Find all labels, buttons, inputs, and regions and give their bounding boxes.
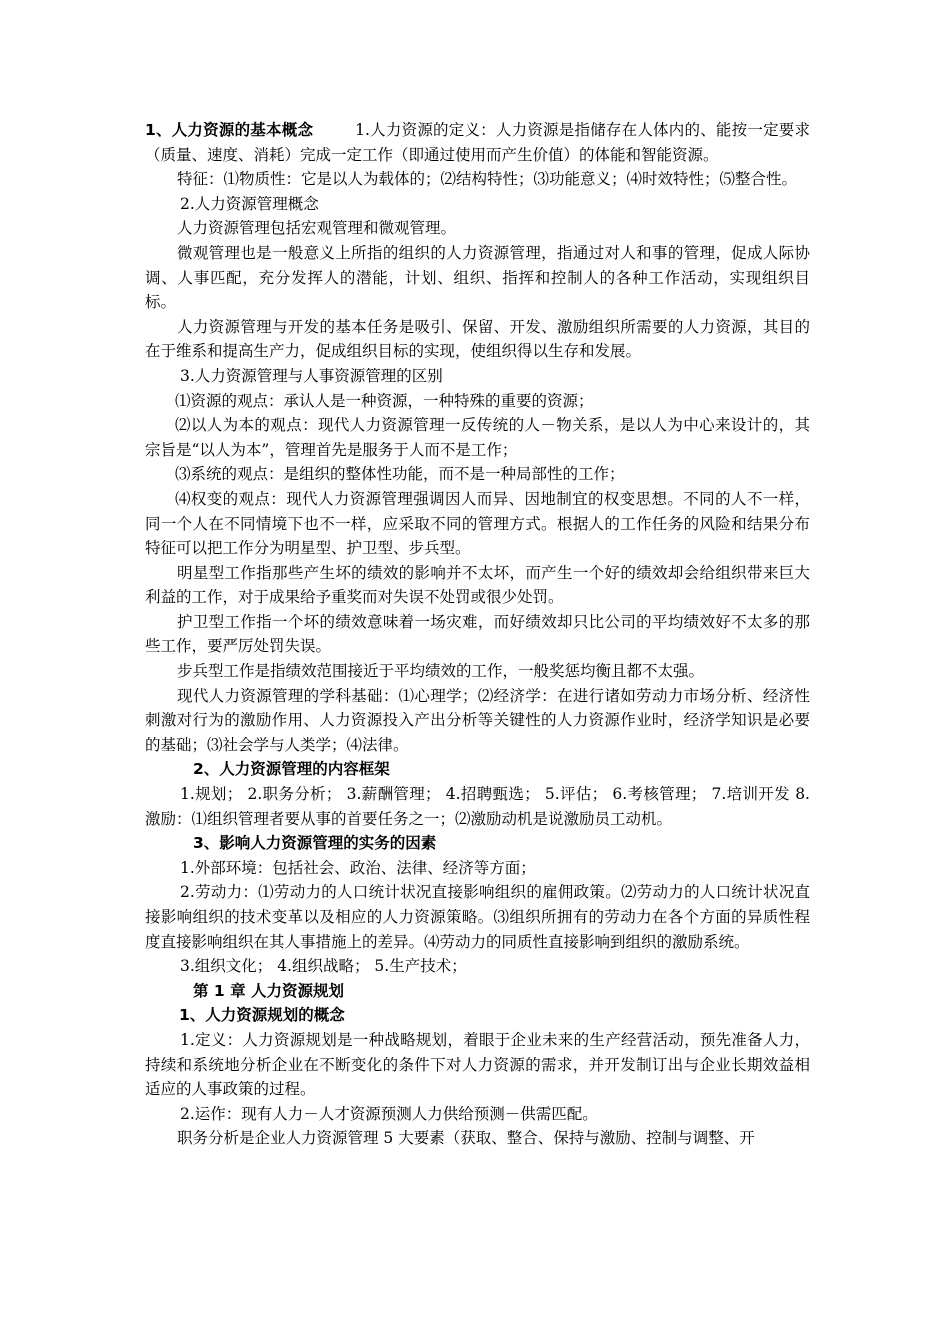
paragraph-20: 2.劳动力：⑴劳动力的人口统计状况直接影响组织的雇佣政策。⑵劳动力的人口统计状况直接影响组织的技术变革以及相应的人力资源策略。⑶组织所拥有的劳动力在各个方面的异质性程度直接影响组织在其人事措施上的差异。⑷劳动力的同质性直接影响到组织的激励系统。 — [145, 883, 810, 951]
paragraph-17: 1.规划； 2.职务分析； 3.薪酬管理； 4.招聘甄选； 5.评估； 6.考核管理； 7.培训开发 8.激励：⑴组织管理者要从事的首要任务之一；⑵激励动机是说激励员工动机。 — [145, 785, 810, 828]
paragraph-13: 护卫型工作指一个坏的绩效意味着一场灾难，而好绩效却只比公司的平均绩效好不太多的那些工作，要严厉处罚失误。 — [145, 612, 810, 656]
section-heading-1: 1、人力资源的基本概念 — [145, 121, 314, 139]
paragraph-11: ⑷权变的观点：现代人力资源管理强调因人而异、因地制宜的权变思想。不同的人不一样，同一个人在不同情境下也不一样，应采取不同的管理方式。根据人的工作任务的风险和结果分布特征可以把工作分为明星型、护卫型、步兵型。 — [145, 489, 810, 558]
paragraph-14: 步兵型工作是指绩效范围接近于平均绩效的工作，一般奖惩均衡且都不太强。 — [177, 662, 705, 681]
paragraph-7: 3.人力资源管理与人事资源管理的区别 — [180, 366, 443, 385]
document-page — [145, 118, 810, 1151]
paragraph-2: 特征：⑴物质性：它是以人为载体的；⑵结构特性；⑶功能意义；⑷时效特性；⑸整合性。 — [177, 170, 798, 189]
paragraph-6: 人力资源管理与开发的基本任务是吸引、保留、开发、激励组织所需要的人力资源，其目的在于维系和提高生产力，促成组织目标的实现，使组织得以生存和发展。 — [145, 317, 810, 361]
paragraph-10: ⑶系统的观点：是组织的整体性功能，而不是一种局部性的工作； — [175, 465, 625, 484]
paragraph-12: 明星型工作指那些产生坏的绩效的影响并不太坏，而产生一个好的绩效却会给组织带来巨大利益的工作，对于成果给予重奖而对失误不处罚或很少处罚。 — [145, 563, 810, 607]
paragraph-21: 3.组织文化； 4.组织战略； 5.生产技术； — [180, 957, 467, 976]
section-heading-4: 1、人力资源规划的概念 — [179, 1006, 345, 1025]
definition-text: 1.人力资源的定义：人力资源是指储存在人体内的、能按一定要求（质量、速度、消耗）完成一定工作（即通过使用而产生价值）的体能和智能资源。 — [145, 121, 810, 164]
paragraph-9: ⑵以人为本的观点：现代人力资源管理一反传统的人－物关系，是以人为中心来设计的，其宗旨是“以人为本”，管理首先是服务于人而不是工作； — [145, 416, 810, 459]
paragraph-8: ⑴资源的观点：承认人是一种资源，一种特殊的重要的资源； — [175, 391, 594, 410]
paragraph-5: 微观管理也是一般意义上所指的组织的人力资源管理，指通过对人和事的管理，促成人际协调、人事匹配，充分发挥人的潜能，计划、组织、指挥和控制人的各种工作活动，实现组织目标。 — [145, 243, 810, 312]
paragraph-3: 2.人力资源管理概念 — [180, 194, 319, 213]
paragraph-15: 现代人力资源管理的学科基础：⑴心理学；⑵经济学：在进行诸如劳动力市场分析、经济性刺激对行为的激励作用、人力资源投入产出分析等关键性的人力资源作业时，经济学知识是必要的基础；⑶社会学与人类学；⑷法律。 — [145, 686, 810, 754]
chapter-title: 第 1 章 人力资源规划 — [193, 981, 344, 1000]
paragraph-4: 人力资源管理包括宏观管理和微观管理。 — [177, 219, 457, 238]
paragraph-19: 1.外部环境：包括社会、政治、法律、经济等方面； — [180, 858, 536, 877]
paragraph-24: 1.定义：人力资源规划是一种战略规划，着眼于企业未来的生产经营活动，预先准备人力，持续和系统地分析企业在不断变化的条件下对人力资源的需求，并开发制订出与企业长期效益相适应的人事政策的过程。 — [145, 1030, 810, 1099]
section-heading-3: 3、影响人力资源管理的实务的因素 — [193, 834, 437, 853]
paragraph-25: 2.运作：现有人力－人才资源预测人力供给预测－供需匹配。 — [180, 1104, 598, 1123]
section-heading-2: 2、人力资源管理的内容框架 — [193, 760, 390, 779]
paragraph-1 — [145, 118, 810, 167]
paragraph-26: 职务分析是企业人力资源管理 5 大要素（获取、整合、保持与激励、控制与调整、开 — [177, 1129, 755, 1148]
